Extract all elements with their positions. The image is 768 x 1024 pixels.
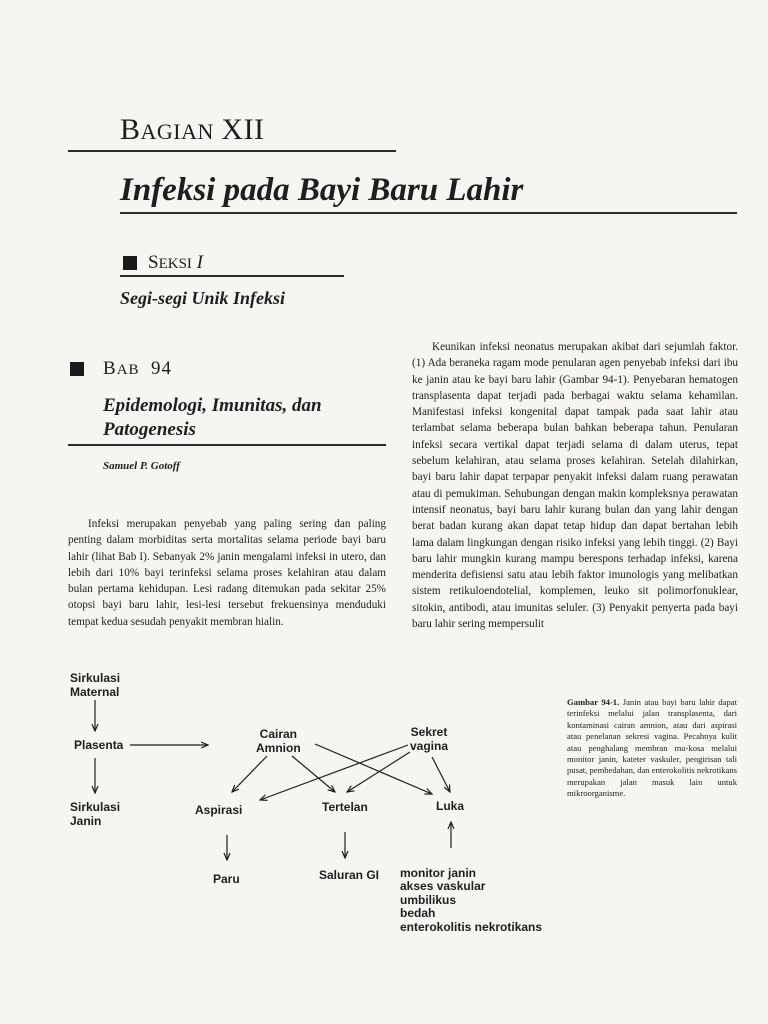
node-tertelan: Tertelan (322, 800, 368, 814)
node-aspirasi: Aspirasi (195, 803, 243, 817)
section-subtitle: Segi-segi Unik Infeksi (120, 288, 286, 308)
caption-text: Janin atau bayi baru lahir dapat terinfeksi melalui jalan transplasenta, dari kontaminasi cairan amnion, atau dari aspirasi atau penelanan sekresi vagina. Pecahnya kulit atau penghalang membran mu-kosa melalui monitor janin, kateter vaskuler, pengirisan tali pusat, pembedahan, dan enterokolitis nekrotikans merupakan jalan masuk lain untuk mikroorganisme. (567, 697, 737, 799)
source-bedah: bedah (400, 906, 436, 921)
source-umbilikus: umbilikus (400, 892, 457, 907)
chapter-rest: AB (116, 362, 140, 378)
section-cap: S (148, 252, 159, 273)
node-sirkulasi-maternal (70, 671, 120, 699)
node-sekret-vagina (410, 725, 448, 753)
body-paragraph-right: Keunikan infeksi neonatus merupakan akibat dari sejumlah faktor. (1) Ada beraneka ragam mode penularan agen penyebab infeksi dari ibu ke janin atau ke bayi baru lahir (Gambar 94-1). Penyebaran hematogen transplasenta dapat terjadi pada berbagai waktu selama kehamilan. Manifestasi infeksi kongenital dapat tampak pada saat lahir atau terlambat selama beberapa bulan bahkan beberapa tahun. Penularan infeksi secara vertikal dapat terjadi selama di dalam uterus, tepat sebelum kelahiran, atau selama proses kelahiran. Setelah dilahirkan, bayi baru lahir dapat terpapar penyakit infeksi dalam ruang perawatan atau di pemukiman. Sehubungan dengan makin kompleksnya perawatan intensif neonatus, bayi baru lahir kurang bulan dan yang lahir dengan berat badan kurang akan dapat tetap hidup dan dapat bertahan lebih lama dalam lingkungan dengan risiko infeksi yang lebih tinggi. (2) Bayi baru lahir mungkin kurang mampu berespons terhadap infeksi, karena menderita defisiensi satu atau lebih faktor imunologis yang melibatkan sistem retikuloendotelial, komplemen, leuko sit polimorfonuklear, sitokin, antibodi, atau imunitas seluler. (3) Penyakit penyerta pada bayi baru lahir sering mempersulit (412, 341, 738, 631)
part-prefix-cap: B (120, 113, 141, 146)
node-plasenta: Plasenta (74, 738, 124, 752)
node-sirkulasi-janin-line2: Janin (70, 814, 102, 828)
node-sirkulasi-maternal-line1: Sirkulasi (70, 671, 121, 685)
part-prefix-rest: AGIAN (140, 119, 214, 144)
node-cairan-line2: Amnion (256, 741, 301, 755)
source-enterokolitis: enterokolitis nekrotikans (400, 919, 543, 934)
chapter-author: Samuel P. Gotoff (103, 460, 180, 472)
arrow-sekret-to-tertelan (347, 752, 410, 792)
node-sirkulasi-janin-line1: Sirkulasi (70, 800, 121, 814)
node-sirkulasi-janin (70, 800, 120, 828)
node-paru: Paru (213, 872, 240, 886)
arrow-cairan-to-aspirasi (232, 756, 267, 792)
body-paragraph-left: Infeksi merupakan penyebab yang paling sering dan paling penting dalam morbiditas serta mortalitas selama periode bayi baru lahir (lihat Bab I). Sebanyak 2% janin mengalami infeksi in utero, dan lebih dari 10% bayi terinfeksi selama proses kelahiran atau dalam bulan pertama kehidupan. Lesi radang ditemukan pada sekitar 25% otopsi bayi baru lahir, lesi-lesi tersebut frekuensinya menduduki tempat kedua sesudah penyakit membran hialin. (68, 518, 386, 628)
figure-caption (567, 697, 737, 800)
node-cairan-amnion (256, 727, 301, 755)
chapter-title: Epidemologi, Imunitas, dan Patogenesis (103, 395, 322, 440)
section-rest: EKSI (158, 256, 192, 272)
node-sekret-line2: vagina (410, 739, 449, 753)
source-akses-vaskular: akses vaskular (400, 879, 486, 894)
node-sirkulasi-maternal-line2: Maternal (70, 685, 120, 699)
part-numeral: XII (221, 113, 265, 146)
chapter-number: 94 (151, 358, 173, 379)
node-sources-list (400, 867, 542, 934)
node-cairan-line1: Cairan (259, 727, 298, 741)
chapter-cap: B (103, 358, 117, 379)
node-saluran-gi: Saluran GI (319, 868, 380, 882)
node-sekret-line1: Sekret (410, 725, 448, 739)
source-monitor-janin: monitor janin (400, 866, 476, 880)
page-title: Infeksi pada Bayi Baru Lahir (120, 172, 524, 208)
caption-label: Gambar 94-1. (567, 697, 620, 707)
section-numeral: I (196, 252, 203, 273)
arrow-sekret-to-luka (432, 757, 450, 792)
node-luka: Luka (436, 799, 465, 813)
